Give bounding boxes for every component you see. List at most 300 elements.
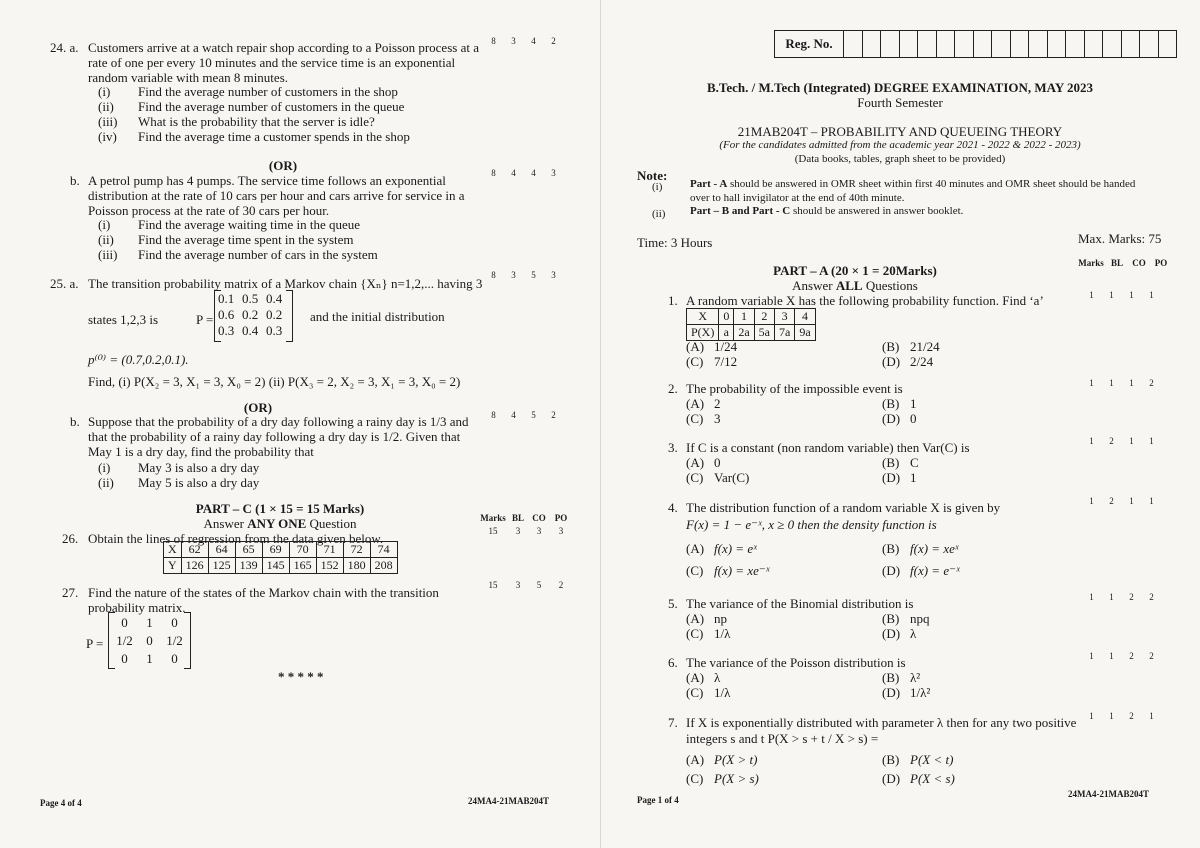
q24b-items: [98, 217, 378, 262]
table-row: [164, 542, 398, 558]
q7-marks: [1082, 711, 1162, 721]
item-text: May 3 is also a dry day: [138, 460, 260, 475]
bl: 1: [1109, 711, 1115, 721]
col-header: CO: [532, 513, 546, 523]
option-label: (A): [686, 396, 705, 411]
q3-number: 3.: [668, 440, 678, 455]
q27-matrix: [112, 614, 187, 668]
option-label: (B): [882, 670, 900, 685]
q24b-text: [88, 173, 465, 218]
table-cell: 1: [734, 309, 754, 325]
co: 5: [531, 270, 537, 280]
item-number: (i): [98, 460, 111, 475]
q25a-find: Find, (i) P(X₂ = 3, X₁ = 3, X₀ = 2) (ii) P(X₃ = 2, X₂ = 3, X₁ = 3, X₀ = 2): [88, 374, 461, 389]
option-label: (C): [686, 411, 704, 426]
q27-marks: [478, 580, 572, 590]
reg-no-cell: [992, 31, 1011, 57]
col-header: BL: [511, 513, 524, 523]
q27-text: [88, 585, 439, 615]
matrix-cell: 0: [171, 651, 178, 666]
option-text: 1: [910, 470, 917, 485]
mark: 15: [488, 580, 498, 590]
po: 3: [551, 168, 557, 178]
table-cell: 70: [289, 542, 316, 558]
q24a-number: 24. a.: [50, 40, 79, 55]
option-text: 7/12: [714, 354, 738, 369]
q1-marks: [1082, 290, 1162, 300]
po: 2: [1149, 592, 1155, 602]
q5-options: [686, 611, 930, 641]
option-text: 1/λ: [714, 626, 731, 641]
reg-no-cell: [1122, 31, 1141, 57]
table-cell: Y: [164, 558, 182, 574]
q25a-and-text: and the initial distribution: [310, 309, 445, 324]
reg-no-cell: [1159, 31, 1177, 57]
q5-marks: [1082, 592, 1162, 602]
end-stars: * * * * *: [278, 669, 324, 684]
table-cell: 65: [235, 542, 262, 558]
mark: 1: [1089, 378, 1095, 388]
table-row: [687, 309, 816, 325]
option-text: np: [714, 611, 727, 626]
matrix-cell: 1: [146, 615, 153, 630]
note-text: should be answered in answer booklet.: [790, 205, 964, 217]
bl: 4: [511, 410, 517, 420]
q3-options: [686, 455, 919, 485]
paper-code: 24MA4-21MAB204T: [468, 796, 549, 806]
reg-no-cell: [1029, 31, 1048, 57]
q24b-line: Poisson process at the rate of 30 cars per hour.: [88, 203, 330, 218]
option-text: Var(C): [714, 470, 750, 485]
mark: 1: [1089, 290, 1095, 300]
option-text: P(X > s): [714, 771, 759, 786]
q25a-p-eq: P =: [196, 312, 214, 327]
max-marks: Max. Marks: 75: [1078, 231, 1162, 246]
q2-options: [686, 396, 917, 426]
q1-text: A random variable X has the following probability function. Find ‘a’: [686, 293, 1044, 308]
option-label: (B): [882, 611, 900, 626]
bl: 1: [1109, 290, 1115, 300]
option-label: (D): [882, 354, 901, 369]
note-bold: Part – B and Part - C: [690, 205, 791, 217]
q24a-co: 4: [531, 36, 537, 46]
option-label: (D): [882, 771, 901, 786]
reg-no-cell: [937, 31, 956, 57]
semester: Fourth Semester: [857, 95, 943, 110]
note-2: [690, 205, 963, 217]
reg-no-cell: [881, 31, 900, 57]
matrix-cell: 0.4: [242, 323, 259, 338]
reg-no-cell: [1066, 31, 1085, 57]
option-text: 1/λ: [714, 685, 731, 700]
table-cell: X: [687, 309, 719, 325]
option-text: P(X < t): [910, 752, 954, 767]
table-cell: P(X): [687, 325, 719, 341]
option-label: (C): [686, 563, 704, 578]
bl: 1: [1109, 378, 1115, 388]
option-text: 2/24: [910, 354, 934, 369]
option-label: (B): [882, 339, 900, 354]
co: 1: [1129, 496, 1135, 506]
table-row: [164, 558, 398, 574]
option-text: λ: [910, 626, 917, 641]
q4-options: [686, 538, 960, 582]
q24a-line: random variable with mean 8 minutes.: [88, 70, 289, 85]
table-cell: 139: [235, 558, 262, 574]
option-text: 2: [714, 396, 721, 411]
option-text: f(x) = xeˣ: [910, 541, 959, 556]
po: 2: [1149, 651, 1155, 661]
parta-sub-prefix: Answer: [792, 278, 836, 293]
q26-marks: [478, 526, 572, 536]
option-text: λ²: [910, 670, 921, 685]
q25a-matrix: [218, 291, 290, 339]
option-label: (B): [882, 396, 900, 411]
table-cell: 2: [754, 309, 774, 325]
mark: 1: [1089, 711, 1095, 721]
parta-title: PART – A (20 × 1 = 20Marks): [773, 263, 937, 278]
option-label: (D): [882, 563, 901, 578]
matrix-cell: 0.2: [242, 307, 259, 322]
table-cell: 71: [316, 542, 343, 558]
q24a-marks: [484, 36, 564, 46]
bl: 2: [1109, 496, 1115, 506]
col-header: PO: [554, 513, 568, 523]
option-label: (B): [882, 541, 900, 556]
option-label: (A): [686, 752, 705, 767]
co: 3: [536, 526, 542, 536]
matrix-cell: 0.1: [218, 291, 235, 306]
q27-line: probability matrix.: [88, 600, 186, 615]
matrix-cell: 0.4: [266, 291, 283, 306]
option-label: (D): [882, 685, 901, 700]
reg-no-cell: [900, 31, 919, 57]
q25a-initial-dist: p⁽⁰⁾ = (0.7,0.2,0.1).: [88, 352, 189, 367]
q24a-line: Customers arrive at a watch repair shop according to a Poisson process at a: [88, 40, 479, 55]
q24a-items: [98, 84, 410, 144]
parta-sub-bold: ALL: [835, 278, 863, 293]
option-label: (A): [686, 611, 705, 626]
option-text: 0: [714, 455, 721, 470]
mark: 1: [1089, 436, 1095, 446]
q27-line: Find the nature of the states of the Markov chain with the transition: [88, 585, 439, 600]
q25a-line1: The transition probability matrix of a Markov chain {Xₙ} n=1,2,... having 3: [88, 276, 483, 291]
po: 1: [1149, 290, 1155, 300]
q7-options: [686, 750, 955, 788]
mark: 8: [491, 270, 497, 280]
paper-code: 24MA4-21MAB204T: [1068, 789, 1149, 799]
option-label: (B): [882, 752, 900, 767]
q24a-bl: 3: [511, 36, 517, 46]
q24b-line: A petrol pump has 4 pumps. The service time follows an exponential: [88, 173, 446, 188]
q26-number: 26.: [62, 531, 79, 546]
option-label: (A): [686, 455, 705, 470]
table-cell: 165: [289, 558, 316, 574]
option-label: (D): [882, 470, 901, 485]
table-cell: 4: [795, 309, 815, 325]
partc-subtitle: [170, 516, 390, 531]
bl: 1: [1109, 651, 1115, 661]
table-cell: 125: [208, 558, 235, 574]
bl: 3: [515, 580, 521, 590]
parta-col-headers: [1076, 258, 1172, 268]
table-cell: 180: [343, 558, 370, 574]
matrix-cell: 1/2: [166, 633, 183, 648]
option-label: (C): [686, 685, 704, 700]
q3-marks: [1082, 436, 1162, 446]
q25b-line: that the probability of a rainy day following a dry day is 1/2. Given that: [88, 429, 461, 444]
option-label: (C): [686, 470, 704, 485]
parta-sub-suffix: Questions: [862, 278, 918, 293]
note-text: over to hall invigilator at the end of 40th minute.: [690, 192, 905, 204]
table-cell: 208: [370, 558, 397, 574]
q1-probability-table: [686, 308, 816, 341]
q6-options: [686, 670, 930, 700]
mark: 1: [1089, 651, 1095, 661]
col-header: Marks: [1078, 258, 1104, 268]
item-text: Find the average time a customer spends in the shop: [138, 129, 410, 144]
q2-number: 2.: [668, 381, 678, 396]
reg-no-box: [774, 30, 1177, 58]
note-1: [690, 177, 1135, 205]
item-text: May 5 is also a dry day: [138, 475, 260, 490]
note-bold: Part - A: [690, 178, 728, 190]
q2-text: The probability of the impossible event is: [686, 381, 903, 396]
item-text: What is the probability that the server is idle?: [138, 114, 375, 129]
q25b-items: [98, 460, 259, 490]
co: 2: [1129, 651, 1135, 661]
reg-no-cell: [955, 31, 974, 57]
q24a-mark: 8: [491, 36, 497, 46]
note-label: Note:: [637, 168, 668, 183]
q25a-states: states 1,2,3 is: [88, 312, 159, 327]
q24b-marks: [484, 168, 564, 178]
option-label: (D): [882, 411, 901, 426]
reg-no-cell: [974, 31, 993, 57]
matrix-cell: 0: [121, 615, 128, 630]
q4-text: The distribution function of a random variable X is given by: [686, 500, 1001, 515]
option-label: (D): [882, 626, 901, 641]
reg-no-cell: [1011, 31, 1030, 57]
reg-no-cell: [1048, 31, 1067, 57]
course-title: 21MAB204T – PROBABILITY AND QUEUEING THEORY: [737, 124, 1063, 139]
item-number: (iii): [98, 114, 118, 129]
option-text: f(x) = eˣ: [714, 541, 757, 556]
bl: 3: [511, 270, 517, 280]
q1-options: [686, 339, 940, 369]
option-label: (C): [686, 354, 704, 369]
q4-number: 4.: [668, 500, 678, 515]
item-number: (i): [98, 84, 111, 99]
exam-title: B.Tech. / M.Tech (Integrated) DEGREE EXAMINATION, MAY 2023: [706, 80, 1094, 95]
q27-number: 27.: [62, 585, 79, 600]
mark: 1: [1089, 496, 1095, 506]
table-cell: 7a: [775, 325, 795, 341]
q6-marks: [1082, 651, 1162, 661]
bl: 3: [515, 526, 521, 536]
mark: 1: [1089, 592, 1095, 602]
option-text: npq: [910, 611, 930, 626]
q4-marks: [1082, 496, 1162, 506]
co: 1: [1129, 290, 1135, 300]
mark: 15: [488, 526, 498, 536]
item-text: Find the average time spent in the system: [138, 232, 354, 247]
reg-no-cell: [1103, 31, 1122, 57]
table-cell: 74: [370, 542, 397, 558]
item-number: (iv): [98, 129, 117, 144]
q2-marks: [1082, 378, 1162, 388]
q25a-number: 25. a.: [50, 276, 79, 291]
table-cell: 9a: [795, 325, 815, 341]
col-header: CO: [1132, 258, 1146, 268]
option-label: (A): [686, 541, 705, 556]
item-text: Find the average number of customers in the shop: [138, 84, 398, 99]
reg-no-cell: [844, 31, 863, 57]
item-text: Find the average number of cars in the system: [138, 247, 378, 262]
bl: 4: [511, 168, 517, 178]
table-cell: 62: [181, 542, 208, 558]
partc-sub-prefix: Answer: [203, 516, 248, 531]
option-label: (C): [686, 771, 704, 786]
matrix-cell: 0: [146, 633, 153, 648]
table-cell: 3: [775, 309, 795, 325]
item-number: (i): [98, 217, 111, 232]
table-cell: 2a: [734, 325, 754, 341]
option-label: (B): [882, 455, 900, 470]
item-text: Find the average waiting time in the queue: [138, 217, 361, 232]
q27-p-eq: P =: [86, 636, 104, 651]
option-text: P(X < s): [910, 771, 955, 786]
table-cell: 152: [316, 558, 343, 574]
q7-number: 7.: [668, 715, 678, 730]
option-text: λ: [714, 670, 721, 685]
q24b-number: b.: [70, 173, 80, 188]
po: 2: [1149, 378, 1155, 388]
partc-col-headers: [478, 513, 572, 523]
item-text: Find the average number of customers in the queue: [138, 99, 405, 114]
co: 4: [531, 168, 537, 178]
co: 2: [1129, 711, 1135, 721]
matrix-cell: 0: [121, 651, 128, 666]
regression-data-table: [163, 541, 398, 574]
note-2-number: (ii): [652, 208, 666, 220]
item-number: (iii): [98, 247, 118, 262]
q3-text: If C is a constant (non random variable) then Var(C) is: [686, 440, 970, 455]
option-text: 0: [910, 411, 917, 426]
reg-no-label: Reg. No.: [775, 31, 844, 57]
q5-number: 5.: [668, 596, 678, 611]
q25b-marks: [484, 410, 564, 420]
po: 3: [551, 270, 557, 280]
matrix-cell: 1: [146, 651, 153, 666]
q24a-text: [88, 40, 479, 85]
reg-no-cell: [1085, 31, 1104, 57]
matrix-cell: 0.2: [266, 307, 283, 322]
matrix-cell: 0: [171, 615, 178, 630]
q7-text-2: integers s and t P(X > s + t / X > s) =: [686, 731, 879, 746]
table-cell: 72: [343, 542, 370, 558]
q5-text: The variance of the Binomial distribution is: [686, 596, 914, 611]
option-text: 1/λ²: [910, 685, 931, 700]
q25-or: (OR): [243, 400, 273, 415]
q24a-line: rate of one per every 10 minutes and the service time is an exponential: [88, 55, 456, 70]
q24b-line: distribution at the rate of 10 cars per hour and cars arrive for service in a: [88, 188, 465, 203]
bl: 1: [1109, 592, 1115, 602]
po: 1: [1149, 496, 1155, 506]
option-text: P(X > t): [714, 752, 758, 767]
reg-no-cell: [918, 31, 937, 57]
col-header: Marks: [480, 513, 506, 523]
q25b-text: [88, 414, 469, 459]
po: 3: [558, 526, 564, 536]
matrix-cell: 0.6: [218, 307, 235, 322]
po: 2: [558, 580, 564, 590]
item-number: (ii): [98, 232, 114, 247]
q25b-line: May 1 is a dry day, find the probability that: [88, 444, 314, 459]
option-label: (A): [686, 670, 705, 685]
co: 1: [1129, 378, 1135, 388]
q6-text: The variance of the Poisson distribution is: [686, 655, 906, 670]
table-cell: 5a: [754, 325, 774, 341]
aids-note: (Data books, tables, graph sheet to be provided): [794, 153, 1006, 165]
partc-sub-bold: ANY ONE: [247, 516, 307, 531]
table-cell: X: [164, 542, 182, 558]
matrix-cell: 0.3: [266, 323, 283, 338]
q25b-number: b.: [70, 414, 80, 429]
reg-no-cell: [1140, 31, 1159, 57]
option-label: (C): [686, 626, 704, 641]
option-text: 21/24: [910, 339, 940, 354]
mark: 8: [491, 168, 497, 178]
table-cell: 145: [262, 558, 289, 574]
q4-text-2: F(x) = 1 − e⁻ˣ, x ≥ 0 then the density function is: [686, 517, 937, 532]
po: 2: [551, 410, 557, 420]
po: 1: [1149, 711, 1155, 721]
time: Time: 3 Hours: [637, 235, 713, 250]
q25a-marks: [484, 270, 564, 280]
option-text: 1: [910, 396, 917, 411]
option-text: f(x) = e⁻ˣ: [910, 563, 960, 578]
q6-number: 6.: [668, 655, 678, 670]
co: 5: [536, 580, 542, 590]
bl: 2: [1109, 436, 1115, 446]
table-cell: 69: [262, 542, 289, 558]
page-number: Page 1 of 4: [637, 795, 679, 805]
q24a-po: 2: [551, 36, 557, 46]
partc-title: PART – C (1 × 15 = 15 Marks): [195, 501, 365, 516]
admitted-note: (For the candidates admitted from the academic year 2021 - 2022 & 2022 - 2023): [719, 139, 1081, 151]
q25b-line: Suppose that the probability of a dry day following a rainy day is 1/3 and: [88, 414, 469, 429]
parta-subtitle: [740, 278, 970, 293]
item-number: (ii): [98, 99, 114, 114]
matrix-cell: 0.3: [218, 323, 235, 338]
co: 5: [531, 410, 537, 420]
mark: 8: [491, 410, 497, 420]
item-number: (ii): [98, 475, 114, 490]
col-header: BL: [1110, 258, 1123, 268]
matrix-cell: 0.5: [242, 291, 259, 306]
option-text: f(x) = xe⁻ˣ: [714, 563, 770, 578]
option-text: 3: [714, 411, 721, 426]
matrix-cell: 1/2: [116, 633, 133, 648]
note-1-number: (i): [652, 181, 663, 193]
table-cell: 64: [208, 542, 235, 558]
co: 1: [1129, 436, 1135, 446]
q24-or: (OR): [268, 158, 298, 173]
page-number: Page 4 of 4: [40, 798, 82, 808]
q1-number: 1.: [668, 293, 678, 308]
table-cell: a: [719, 325, 734, 341]
